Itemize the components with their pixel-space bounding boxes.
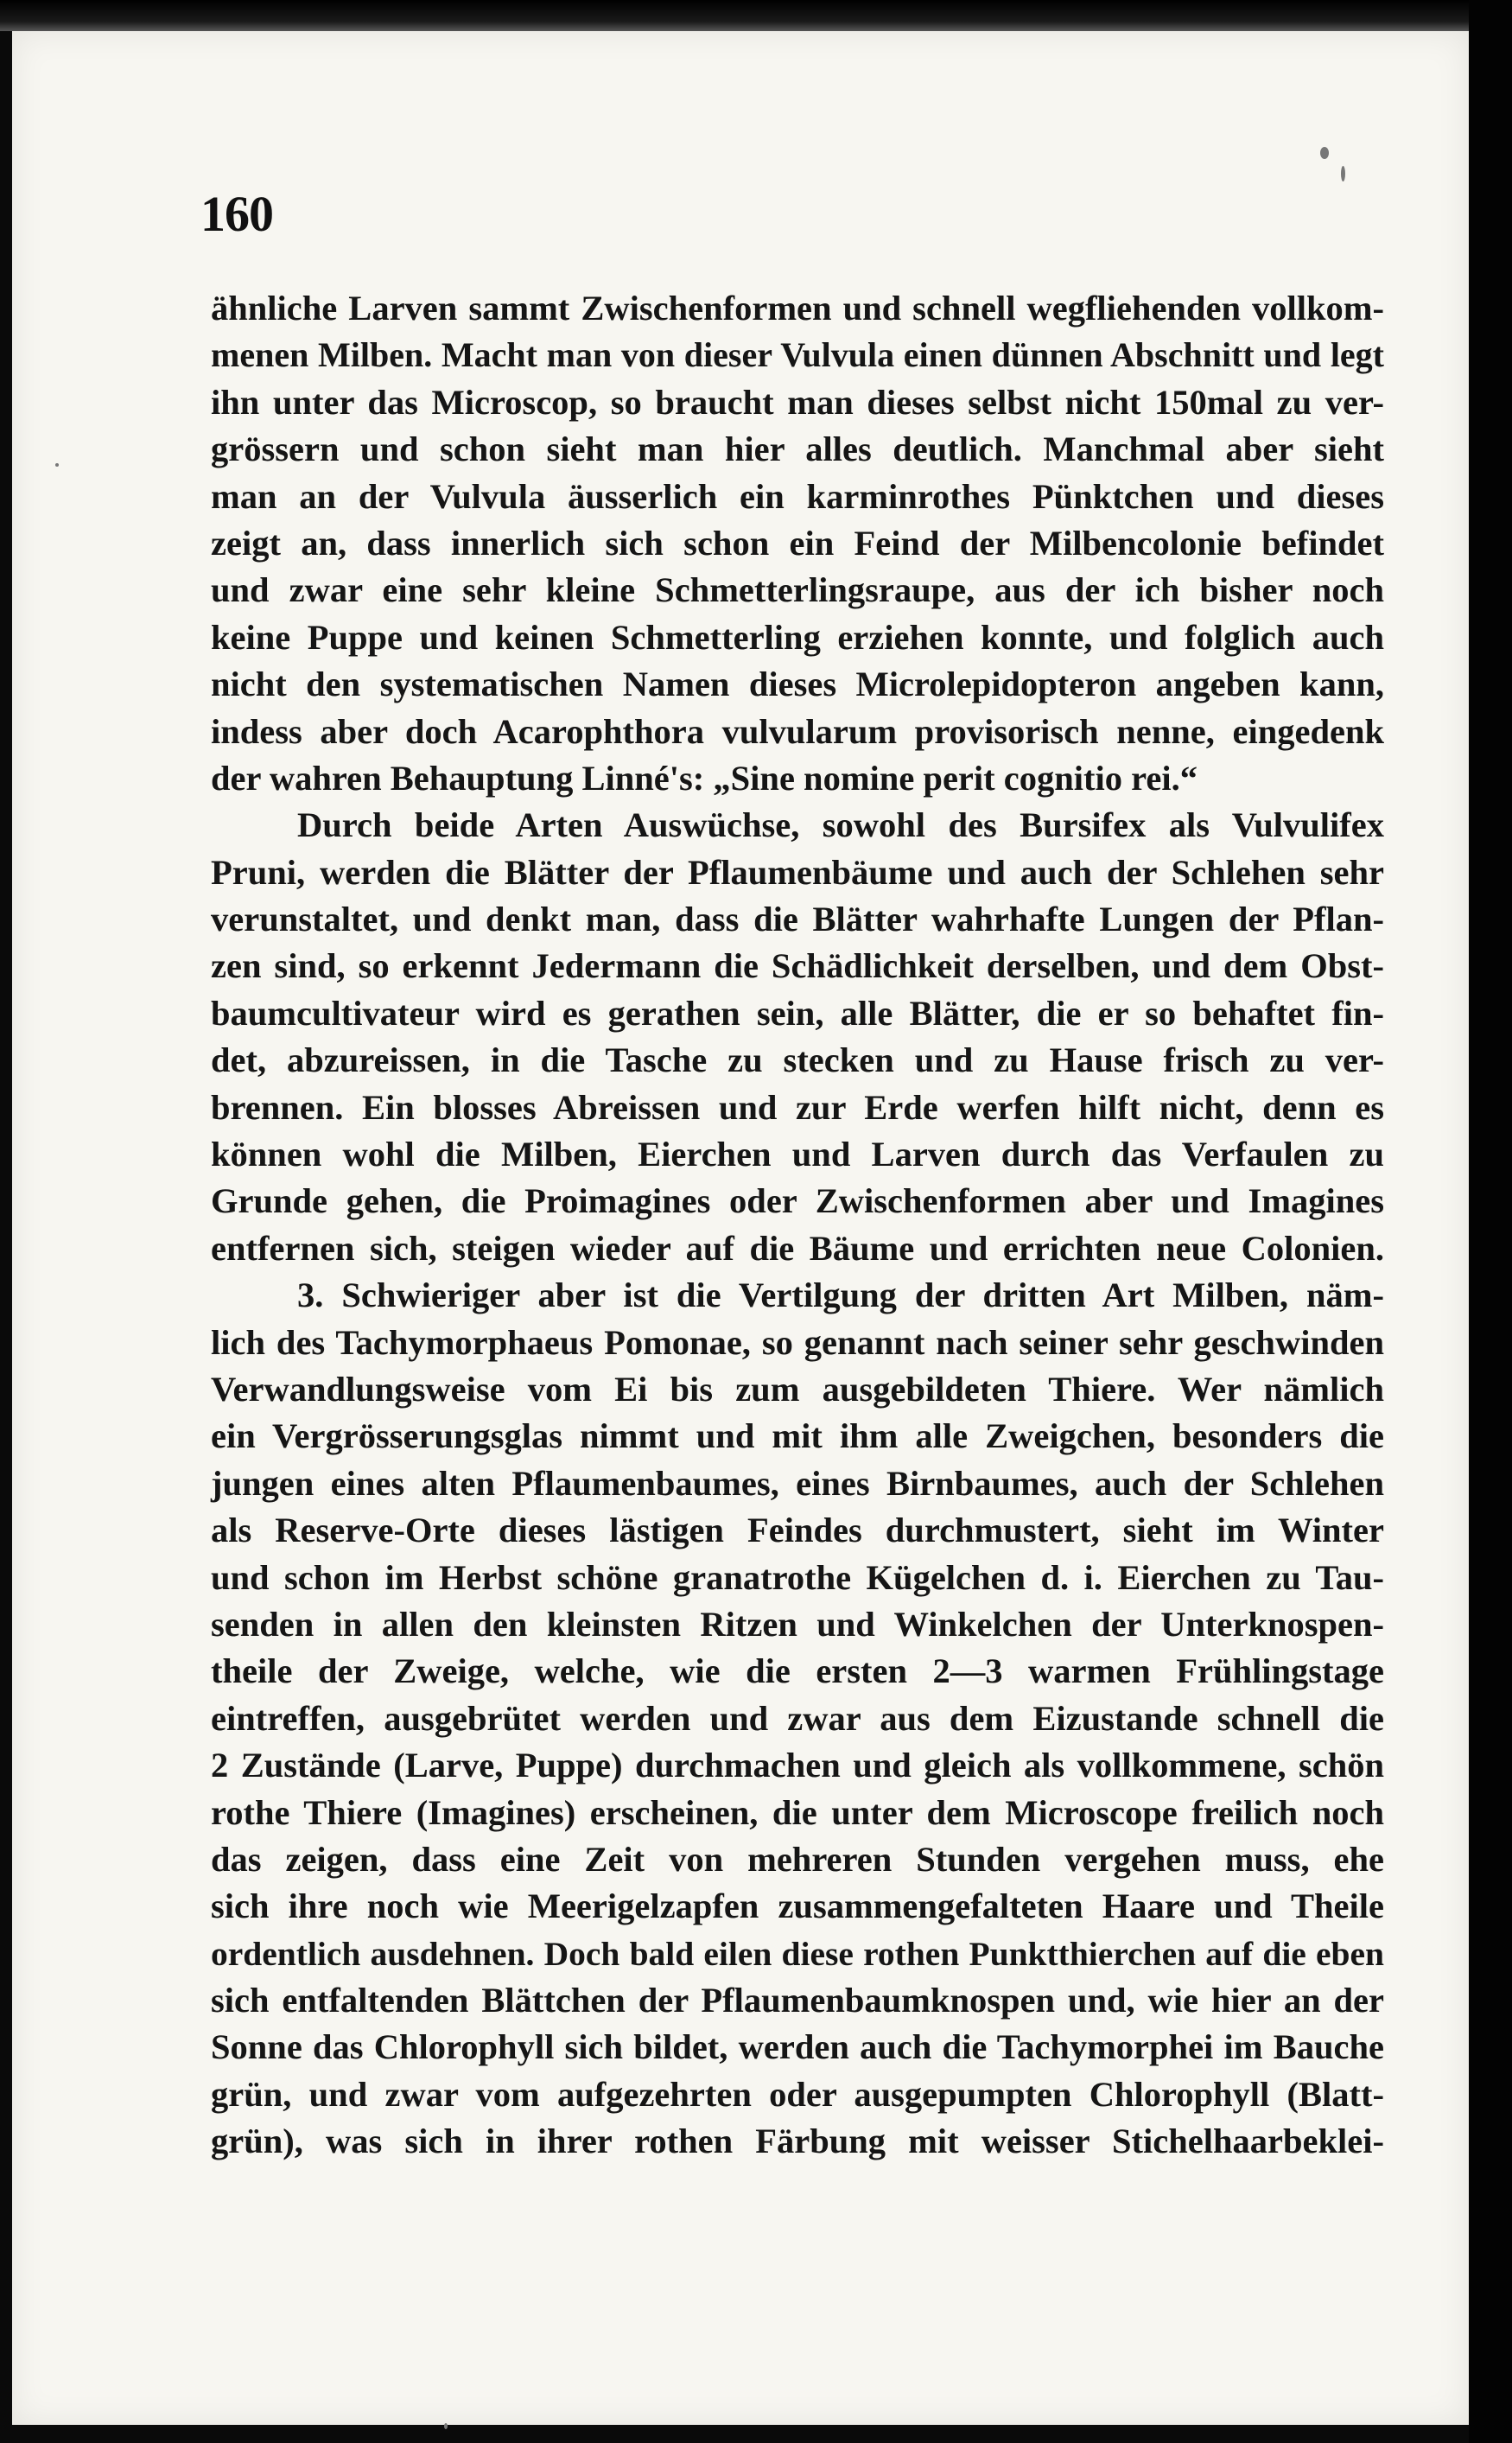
text-line: theile der Zweige, welche, wie die ersten 2—3 warmen Frühlingstage bbox=[211, 1651, 1384, 1691]
text-line: jungen eines alten Pflaumenbaumes, eines Birnbaumes, auch der Schlehen bbox=[211, 1463, 1384, 1503]
body-text bbox=[211, 285, 1384, 2166]
text-line: Pruni, werden die Blätter der Pflaumenbäume und auch der Schlehen sehr bbox=[211, 852, 1384, 892]
ink-speck bbox=[444, 2423, 448, 2429]
text-line: der wahren Behauptung Linné's: „Sine nomine perit cognitio rei.“ bbox=[211, 758, 1198, 798]
text-line: zeigt an, dass innerlich sich schon ein Feind der Milbencolonie befindet bbox=[211, 523, 1384, 563]
text-line: 2 Zustände (Larve, Puppe) durchmachen und gleich als vollkommene, schön bbox=[211, 1746, 1384, 1785]
text-line: lich des Tachymorphaeus Pomonae, so genannt nach seiner sehr geschwinden bbox=[211, 1322, 1384, 1362]
text-line: und schon im Herbst schöne granatrothe Kügelchen d. i. Eierchen zu Tau- bbox=[211, 1557, 1384, 1597]
text-line: man an der Vulvula äusserlich ein karminrothes Pünktchen und dieses bbox=[211, 476, 1384, 516]
text-line: grün), was sich in ihrer rothen Färbung mit weisser Stichelhaarbeklei- bbox=[211, 2122, 1384, 2161]
text-line: nicht den systematischen Namen dieses Microlepidopteron angeben kann, bbox=[211, 665, 1384, 704]
text-line: als Reserve-Orte dieses lästigen Feindes durchmustert, sieht im Winter bbox=[211, 1511, 1384, 1550]
text-line: indess aber doch Acarophthora vulvularum provisorisch nenne, eingedenk bbox=[211, 711, 1384, 751]
text-line: Verwandlungsweise vom Ei bis zum ausgebildeten Thiere. Wer nämlich bbox=[211, 1369, 1384, 1409]
text-line: grün, und zwar vom aufgezehrten oder ausgepumpten Chlorophyll (Blatt- bbox=[211, 2074, 1384, 2114]
text-line: brennen. Ein blosses Abreissen und zur Erde werfen hilft nicht, denn es bbox=[211, 1087, 1384, 1127]
text-line: Grunde gehen, die Proimagines oder Zwischenformen aber und Imagines bbox=[211, 1181, 1384, 1221]
text-line: ein Vergrösserungsglas nimmt und mit ihm alle Zweigchen, besonders die bbox=[211, 1416, 1384, 1456]
text-line: ihn unter das Microscop, so braucht man dieses selbst nicht 150mal zu ver- bbox=[211, 382, 1384, 422]
text-line: keine Puppe und keinen Schmetterling erziehen konnte, und folglich auch bbox=[211, 617, 1384, 657]
text-line: sich ihre noch wie Meerigelzapfen zusammengefalteten Haare und Theile bbox=[211, 1886, 1384, 1926]
text-line: können wohl die Milben, Eierchen und Larven durch das Verfaulen zu bbox=[211, 1135, 1384, 1174]
text-line: menen Milben. Macht man von dieser Vulvula einen dünnen Abschnitt und legt bbox=[211, 335, 1384, 375]
scan-top-border bbox=[0, 0, 1469, 31]
text-line: eintreffen, ausgebrütet werden und zwar aus dem Eizustande schnell die bbox=[211, 1698, 1384, 1738]
text-line: det, abzureissen, in die Tasche zu stecken und zu Hause frisch zu ver- bbox=[211, 1040, 1384, 1080]
page-number: 160 bbox=[200, 186, 273, 242]
text-line: ordentlich ausdehnen. Doch bald eilen diese rothen Punktthierchen auf die eben bbox=[211, 1934, 1384, 1973]
text-line: baumcultivateur wird es gerathen sein, alle Blätter, die er so behaftet fin- bbox=[211, 993, 1384, 1033]
text-line: verunstaltet, und denkt man, dass die Blätter wahrhafte Lungen der Pflan- bbox=[211, 900, 1384, 939]
text-line: rothe Thiere (Imagines) erscheinen, die unter dem Microscope freilich noch bbox=[211, 1792, 1384, 1832]
text-line: sich entfaltenden Blättchen der Pflaumenbaumknospen und, wie hier an der bbox=[211, 1981, 1384, 2020]
text-line: und zwar eine sehr kleine Schmetterlingsraupe, aus der ich bisher noch bbox=[211, 570, 1384, 610]
text-line: 3. Schwieriger aber ist die Vertilgung der dritten Art Milben, näm- bbox=[297, 1276, 1384, 1315]
text-line: ähnliche Larven sammt Zwischenformen und schnell wegfliehenden vollkom- bbox=[211, 289, 1384, 328]
text-line: das zeigen, dass eine Zeit von mehreren Stunden vergehen muss, ehe bbox=[211, 1839, 1384, 1879]
text-line: senden in allen den kleinsten Ritzen und Winkelchen der Unterknospen- bbox=[211, 1604, 1384, 1644]
ink-speck bbox=[1320, 147, 1329, 159]
text-line: zen sind, so erkennt Jedermann die Schädlichkeit derselben, und dem Obst- bbox=[211, 946, 1384, 986]
text-line: Durch beide Arten Auswüchse, sowohl des Bursifex als Vulvulifex bbox=[297, 805, 1384, 845]
ink-speck bbox=[1341, 166, 1345, 181]
text-line: entfernen sich, steigen wieder auf die Bäume und errichten neue Colonien. bbox=[211, 1228, 1384, 1268]
scan-right-border bbox=[1469, 0, 1512, 2443]
text-line: grössern und schon sieht man hier alles deutlich. Manchmal aber sieht bbox=[211, 429, 1384, 469]
text-line: Sonne das Chlorophyll sich bildet, werden auch die Tachymorphei im Bauche bbox=[211, 2027, 1384, 2067]
ink-speck bbox=[55, 463, 59, 467]
